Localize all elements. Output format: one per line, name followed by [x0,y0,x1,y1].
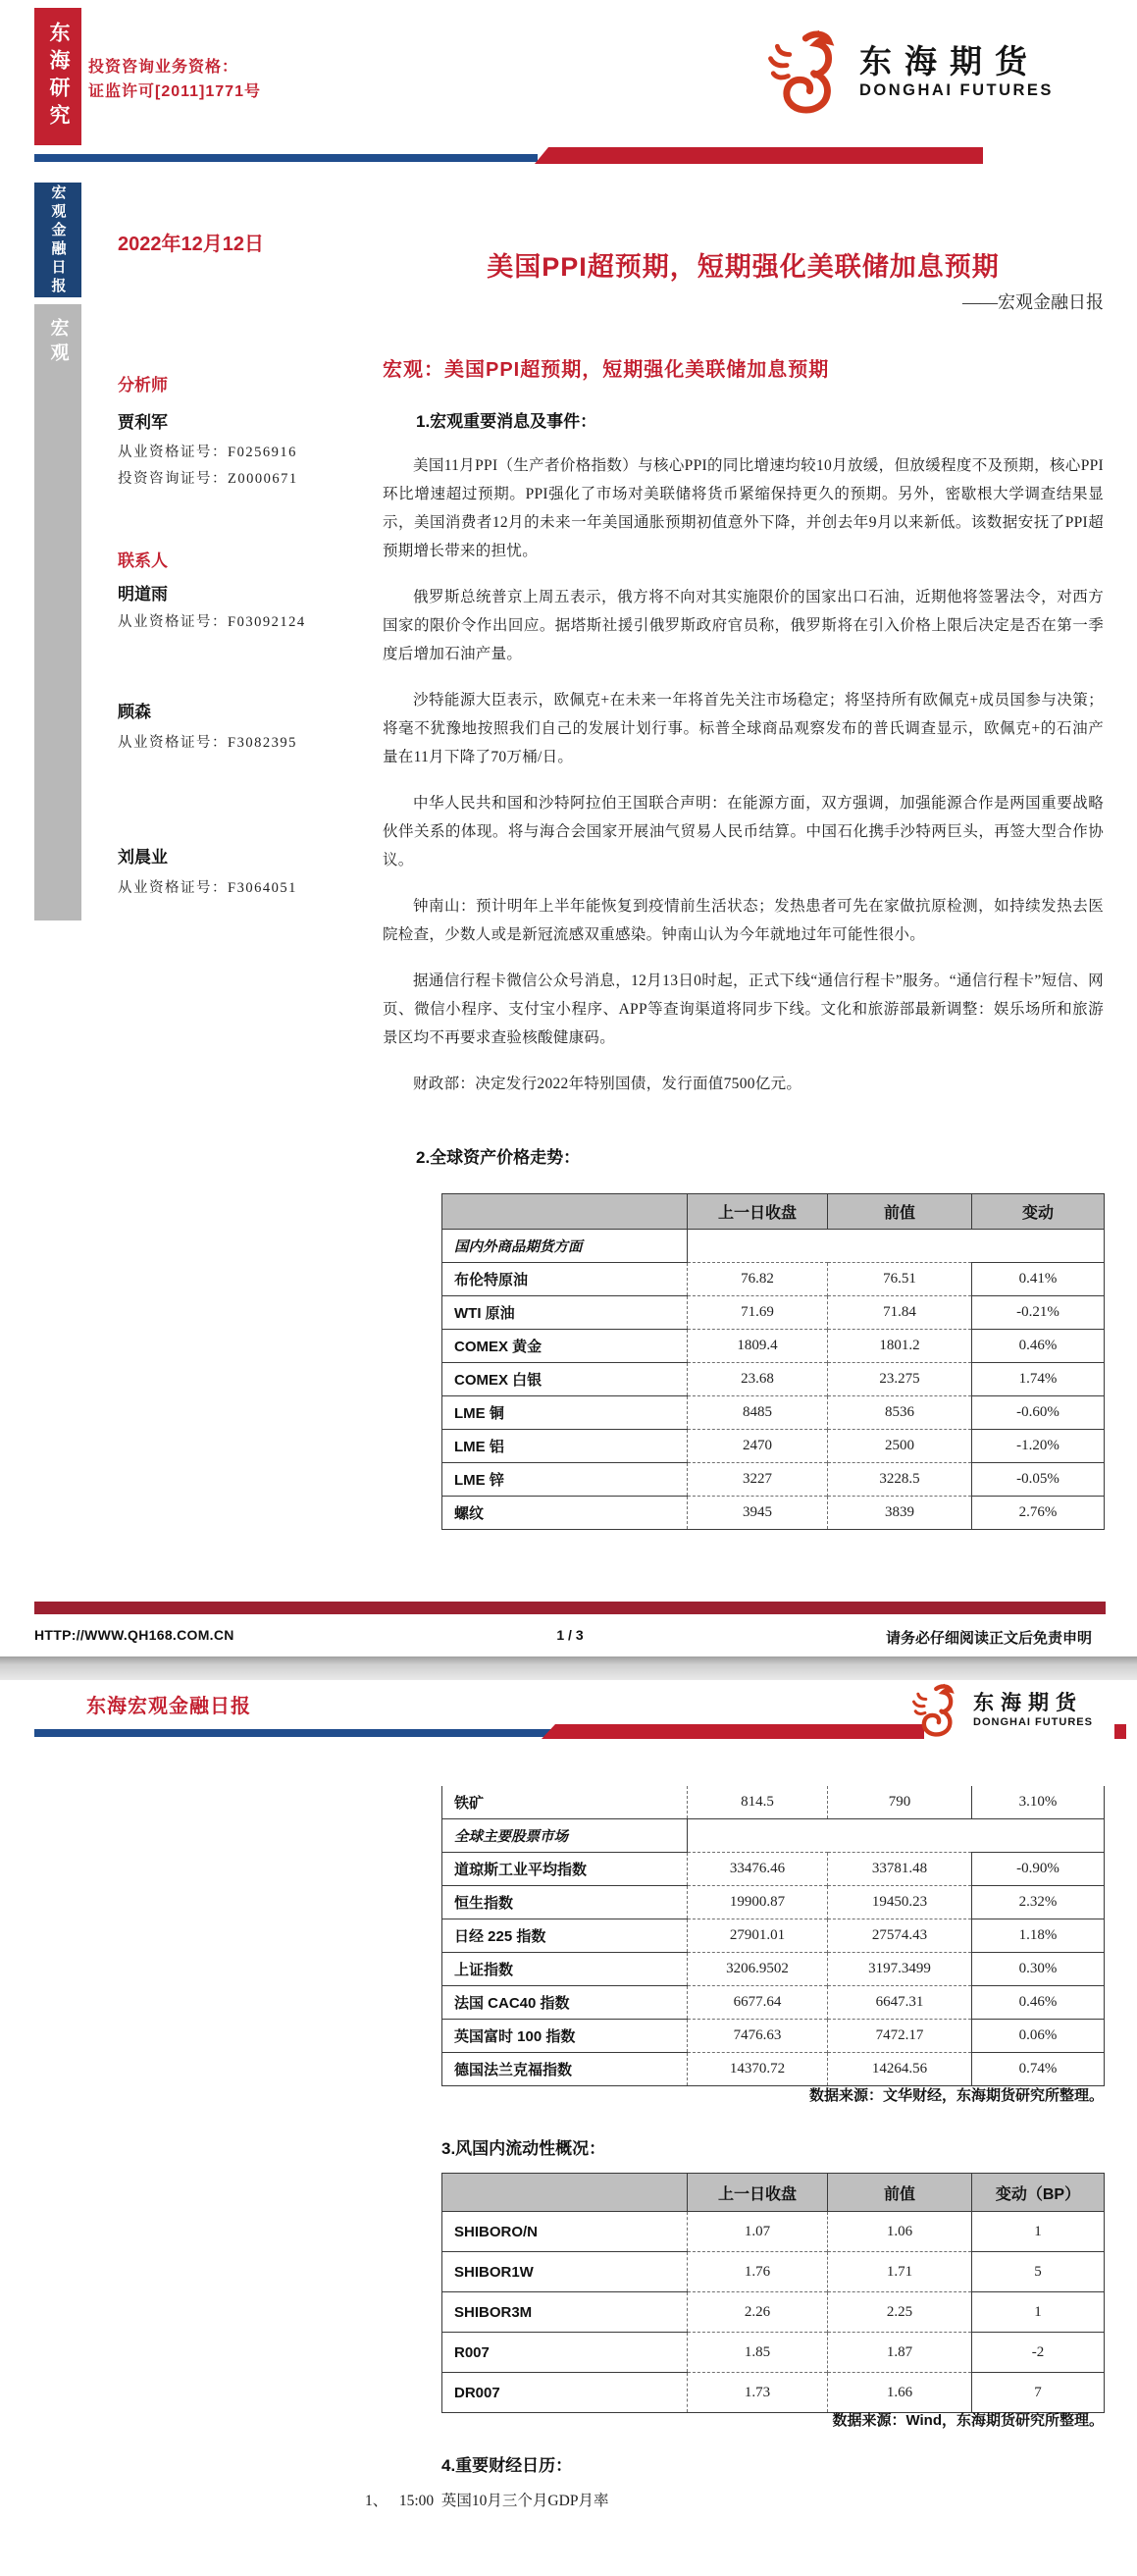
table-row [442,2212,1105,2252]
row-value: 71.84 [828,1296,972,1330]
row-value: 1.18% [972,1919,1105,1953]
row-value: 23.68 [688,1363,828,1396]
row-label: SHIBOR1W [442,2252,688,2292]
row-label: 布伦特原油 [442,1263,688,1296]
body-paragraph: 据通信行程卡微信公众号消息，12月13日0时起，正式下线“通信行程卡”服务。“通信行程卡”短信、网页、微信小程序、支付宝小程序、APP等查询渠道将同步下线。文化和旅游部最新调整：娱乐场所和旅游景区均不再要求查验核酸健康码。 [383,973,1104,1046]
row-value: 76.82 [688,1263,828,1296]
row-value: 814.5 [741,1794,774,1810]
row-value: 3228.5 [828,1463,972,1497]
row-label: WTI 原油 [442,1296,688,1330]
news-heading: 1.宏观重要消息及事件： [416,412,597,431]
row-label: 日经 225 指数 [442,1919,688,1953]
row-value: 1.87 [828,2333,972,2373]
row-value: 19450.23 [828,1886,972,1919]
section-empty [688,1819,1105,1853]
brand-vertical-text: 东海研究 [47,22,70,131]
assets-heading: 2.全球资产价格走势： [416,1148,581,1167]
table-header-row [442,1194,1105,1230]
header-red-chip [1114,1724,1126,1739]
header-cell-change-bp: 变动（BP） [972,2174,1105,2212]
qualification-text [88,55,261,104]
row-value: 0.46% [972,1330,1105,1363]
sidebar-report-type [34,183,81,297]
header-cell-blank [442,2174,688,2212]
section-heading: 宏观：美国PPI超预期，短期强化美联储加息预期 [383,359,830,381]
row-value: 1809.4 [688,1330,828,1363]
table-row [442,1296,1105,1330]
sidebar-category [34,304,81,920]
calendar-item: 1、 15:00 英国10月三个月GDP月率 [365,2493,609,2509]
row-label: LME 铝 [442,1430,688,1463]
table-row [442,1953,1105,1986]
analyst-panel [118,371,381,897]
analyst-cert: 从业资格证号：F0256916 [118,445,297,460]
row-value: 1801.2 [828,1330,972,1363]
row-value: 7476.63 [688,2020,828,2053]
calendar-heading: 4.重要财经日历： [441,2456,573,2475]
row-value: 6647.31 [828,1986,972,2020]
qualification-line2: 证监许可[2011]1771号 [88,83,261,100]
contact-cert: 从业资格证号：F03092124 [118,614,306,630]
table-row [442,1430,1105,1463]
body-paragraph: 中华人民共和国和沙特阿拉伯王国联合声明：在能源方面，双方强调，加强能源合作是两国重要战略伙伴关系的体现。将与海合会国家开展油气贸易人民币结算。中国石化携手沙特两巨头，再签大型合作协议。 [383,795,1104,868]
contact-cert: 从业资格证号：F3064051 [118,880,297,896]
liquidity-heading: 3.风国内流动性概况： [441,2139,606,2158]
row-value: -2 [972,2333,1105,2373]
page-2 [0,1680,1137,2576]
row-value: 8536 [828,1396,972,1430]
row-value: -0.60% [972,1396,1105,1430]
table-row [442,2053,1105,2086]
row-label: 德国法兰克福指数 [442,2053,688,2086]
row-label: 螺纹 [442,1497,688,1530]
row-value: 3206.9502 [688,1953,828,1986]
row-value: 14264.56 [828,2053,972,2086]
header-cell-prev-close: 上一日收盘 [688,2174,828,2212]
dragon-logo-icon [910,1682,965,1737]
row-label: LME 锌 [442,1463,688,1497]
row-value: 2.25 [828,2292,972,2333]
report-title: 美国PPI超预期，短期强化美联储加息预期 [487,252,1000,282]
assets-data-source: 数据来源：文华财经，东海期货研究所整理。 [808,2087,1104,2104]
report-subtitle: ——宏观金融日报 [962,292,1104,312]
header-cell-change: 变动 [972,1194,1105,1230]
row-value: 0.46% [972,1986,1105,2020]
analyst-cert: 投资咨询证号：Z0000671 [118,471,298,487]
table-section-row [442,1819,1105,1853]
table-row [442,2252,1105,2292]
row-value: 8485 [688,1396,828,1430]
row-label: LME 铜 [442,1396,688,1430]
table-row [442,1463,1105,1497]
row-value: 1.06 [828,2212,972,2252]
row-value: 1.74% [972,1363,1105,1396]
analyst-label: 分析师 [118,376,168,394]
contact-name: 顾森 [118,703,151,721]
contact-name: 刘晨业 [118,848,168,867]
main-content [383,353,1104,1530]
contact-name: 明道雨 [118,585,168,604]
row-label: R007 [442,2333,688,2373]
row-value: 19900.87 [688,1886,828,1919]
body-paragraph: 美国11月PPI（生产者价格指数）与核心PPI的同比增速均较10月放缓，但放缓程度不及预期，核心PPI环比增速超过预期。PPI强化了市场对美联储将货币紧缩保持更久的预期。另外，密歇根大学调查结果显示，美国消费者12月的未来一年美国通胀预期初值意外下降，并创去年9月以来新低。该数据安抚了PPI超预期增长带来的担忧。 [383,457,1104,559]
body-paragraph: 财政部：决定发行2022年特别国债，发行面值7500亿元。 [413,1076,802,1092]
body-paragraph: 俄罗斯总统普京上周五表示，俄方将不向对其实施限价的国家出口石油，近期他将签署法令，对西方国家的限价令作出回应。据塔斯社援引俄罗斯政府官员称，俄罗斯将在引入价格上限后决定是否在第一季度后增加石油产量。 [383,589,1104,662]
row-value: 2.32% [972,1886,1105,1919]
row-value: 2.26 [688,2292,828,2333]
logo-english-name: DONGHAI FUTURES [973,1716,1093,1728]
row-value: 0.74% [972,2053,1105,2086]
analyst-name: 贾利军 [118,413,168,432]
news-paragraphs [383,451,1104,1098]
row-value: 14370.72 [688,2053,828,2086]
footer-rule [34,1602,1106,1614]
logo-text [859,42,1054,100]
table-row [442,1396,1105,1430]
row-label: DR007 [442,2373,688,2413]
table-row [442,2020,1105,2053]
row-label: COMEX 黄金 [442,1330,688,1363]
company-logo [910,1682,1093,1737]
brand-block [34,8,81,145]
table-row [442,2373,1105,2413]
table-row [442,1263,1105,1296]
header-cell-prev-close: 上一日收盘 [688,1194,828,1230]
table-row [442,1986,1105,2020]
header-cell-blank [442,1194,688,1230]
row-value: 3.10% [972,1786,1105,1819]
row-value: 1.76 [688,2252,828,2292]
section-label: 国内外商品期货方面 [442,1230,688,1263]
assets-table-page1 [441,1193,1105,1530]
contact-cert: 从业资格证号：F3082395 [118,735,297,751]
table-row [442,1363,1105,1396]
row-value: 27901.01 [688,1919,828,1953]
row-value: 0.41% [972,1263,1105,1296]
logo-text [973,1691,1093,1728]
row-value: 76.51 [828,1263,972,1296]
company-logo [765,27,1054,114]
dragon-logo-icon [765,27,852,114]
logo-chinese-name: 东海期货 [973,1692,1083,1714]
row-value: 33476.46 [688,1853,828,1886]
row-value: 3839 [828,1497,972,1530]
row-label: SHIBOR3M [442,2292,688,2333]
qualification-line1: 投资咨询业务资格： [88,59,239,76]
header-cell-prior: 前值 [828,2174,972,2212]
logo-english-name: DONGHAI FUTURES [859,80,1054,99]
row-label: 恒生指数 [442,1886,688,1919]
row-label: COMEX 白银 [442,1363,688,1396]
header-rule-red [542,1724,924,1739]
body-paragraph: 钟南山：预计明年上半年能恢复到疫情前生活状态；发热患者可先在家做抗原检测，如持续发热去医院检查，少数人或是新冠流感双重感染。钟南山认为今年就地过年可能性很小。 [383,898,1104,943]
section-empty [688,1230,1105,1263]
header-rule-blue [34,154,538,162]
liquidity-table [441,2173,1105,2413]
row-value: 7 [972,2373,1105,2413]
section-label: 全球主要股票市场 [442,1819,688,1853]
table-header-row [442,2174,1105,2212]
row-value: 27574.43 [828,1919,972,1953]
row-value: 1 [972,2212,1105,2252]
row-value: 0.06% [972,2020,1105,2053]
row-value: 2470 [688,1430,828,1463]
header-rule-red [535,147,983,164]
sidebar-report-type-label: 宏观金融日报 [49,184,67,296]
row-value: 3227 [688,1463,828,1497]
row-value: 1.85 [688,2333,828,2373]
row-value: 23.275 [828,1363,972,1396]
row-value: 2500 [828,1430,972,1463]
body-paragraph: 沙特能源大臣表示，欧佩克+在未来一年将首先关注市场稳定；将坚持所有欧佩克+成员国参与决策；将毫不犹豫地按照我们自己的发展计划行事。标普全球商品观察发布的普氏调查显示，欧佩克+的石油产量在11月下降了70万桶/日。 [383,692,1104,765]
row-value: 6677.64 [688,1986,828,2020]
footer-url[interactable]: HTTP://WWW.QH168.COM.CN [34,1627,234,1643]
row-label: SHIBORO/N [442,2212,688,2252]
logo-chinese-name: 东海期货 [859,42,1040,79]
row-value: 3945 [688,1497,828,1530]
page-number: 1 / 3 [556,1627,584,1643]
table-row [442,2292,1105,2333]
footer-disclaimer: 请务必仔细阅读正文后免责申明 [885,1630,1092,1647]
row-value: -0.05% [972,1463,1105,1497]
table-row [442,1497,1105,1530]
row-value: 33781.48 [828,1853,972,1886]
row-value: 1 [972,2292,1105,2333]
row-label: 铁矿 [442,1786,688,1819]
assets-table-page2 [441,1786,1105,2086]
page-separator [0,1656,1137,1680]
liquidity-data-source: 数据来源：Wind，东海期货研究所整理。 [832,2412,1104,2429]
row-value: 5 [972,2252,1105,2292]
table-row [442,1886,1105,1919]
row-value: -1.20% [972,1430,1105,1463]
header-rule-blue [34,1729,554,1737]
row-value: 790 [828,1786,972,1819]
row-label: 道琼斯工业平均指数 [442,1853,688,1886]
row-value: 1.71 [828,2252,972,2292]
contact-label: 联系人 [118,552,168,570]
row-value: 0.30% [972,1953,1105,1986]
row-label: 上证指数 [442,1953,688,1986]
row-value: 1.07 [688,2212,828,2252]
table-row [442,1853,1105,1886]
row-value: 7472.17 [828,2020,972,2053]
table-row [442,1786,1105,1819]
row-label: 英国富时 100 指数 [442,2020,688,2053]
table-row [442,1330,1105,1363]
row-value: 1.73 [688,2373,828,2413]
page2-header-title: 东海宏观金融日报 [86,1696,251,1717]
row-value: 2.76% [972,1497,1105,1530]
row-value: -0.90% [972,1853,1105,1886]
row-value: -0.21% [972,1296,1105,1330]
table-row [442,2333,1105,2373]
row-value: 71.69 [688,1296,828,1330]
row-value: 3197.3499 [828,1953,972,1986]
row-label: 法国 CAC40 指数 [442,1986,688,2020]
row-value: 1.66 [828,2373,972,2413]
sidebar-category-label: 宏观 [47,318,69,367]
table-section-row [442,1230,1105,1263]
header-cell-prior: 前值 [828,1194,972,1230]
table-row [442,1919,1105,1953]
report-date: 2022年12月12日 [118,234,264,255]
